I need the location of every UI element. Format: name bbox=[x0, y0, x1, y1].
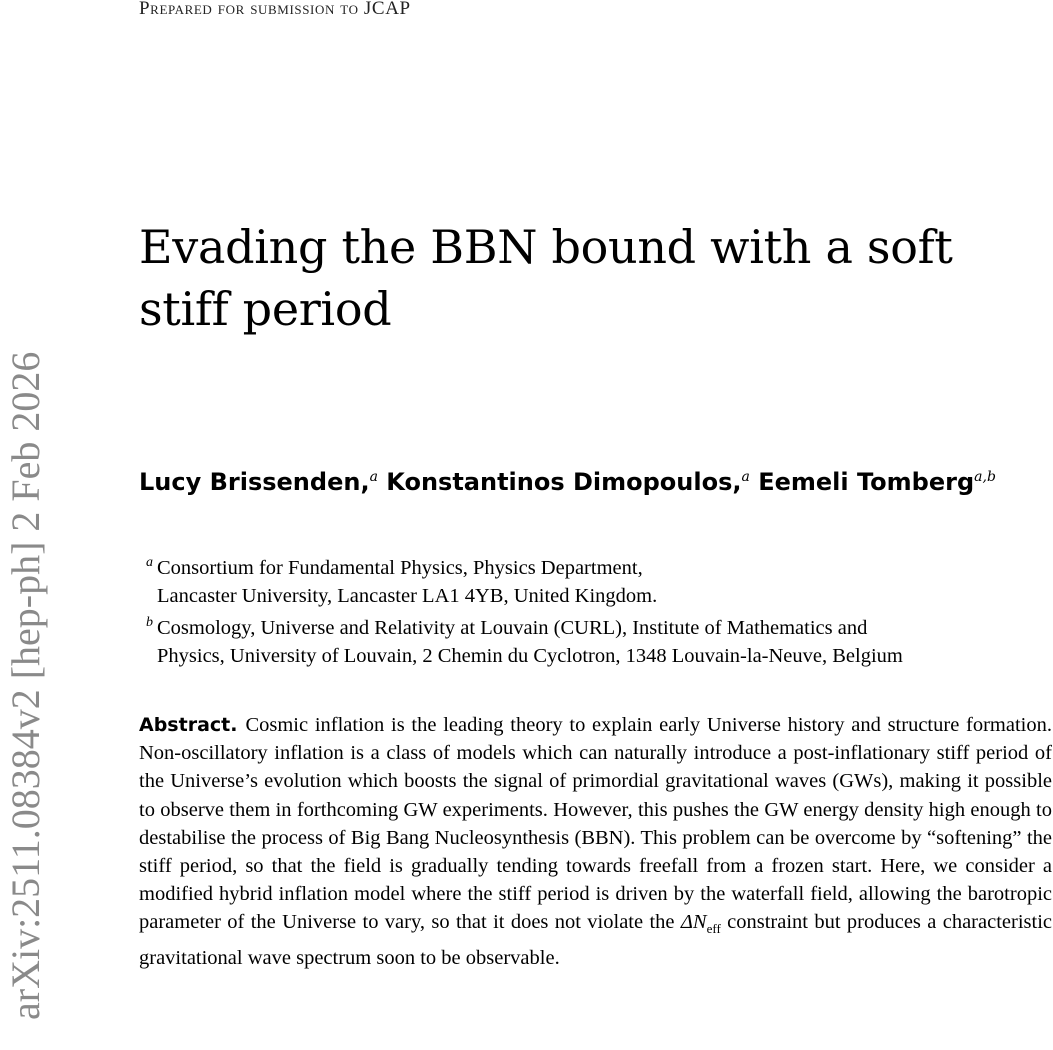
affiliation-line: Lancaster University, Lancaster LA1 4YB, United Kingdom. bbox=[157, 585, 658, 607]
paper-title bbox=[139, 216, 1039, 340]
author-name: Konstantinos Dimopoulos, bbox=[386, 468, 742, 496]
affiliation-line: Consortium for Fundamental Physics, Physics Department, bbox=[157, 557, 643, 579]
title-line-2: stiff period bbox=[139, 282, 392, 336]
title-line-1: Evading the BBN bound with a soft bbox=[139, 220, 953, 274]
arxiv-identifier[interactable]: arXiv:2511.08384v2 [hep-ph] 2 Feb 2026 bbox=[3, 351, 48, 1020]
affiliation-mark: b bbox=[146, 615, 153, 630]
submission-note: Prepared for submission to JCAP bbox=[139, 0, 411, 19]
affiliation-mark: a bbox=[146, 555, 153, 570]
affiliation-line: Cosmology, Universe and Relativity at Louvain (CURL), Institute of Mathematics and bbox=[157, 617, 868, 639]
affiliation-a bbox=[146, 554, 1053, 610]
author-affiliation-mark: a bbox=[741, 469, 750, 485]
abstract-text-end: constraint but produces a characteristic gravitational wave spectrum soon to be observable. bbox=[139, 911, 1052, 969]
abstract bbox=[139, 711, 1052, 972]
abstract-text: Cosmic inflation is the leading theory to explain early Universe history and structure formation. Non-oscillatory inflation is a class of models which can naturally introduce a post-inflationary stiff period of the Universe’s evolution which boosts the signal of primordial gravitational waves (GWs), making it possible to observe them in forthcoming GW experiments. However, this pushes the GW energy density high enough to destabilise the process of Big Bang Nucleosynthesis (BBN). This problem can be overcome by “softening” the stiff period, so that the field is gradually tending towards freefall from a frozen start. Here, we consider a modified hybrid inflation model where the stiff period is driven by the waterfall field, allowing the barotropic parameter of the Universe to vary, so that it does not violate the bbox=[139, 714, 1052, 934]
affiliation-b bbox=[146, 614, 1053, 670]
abstract-label: Abstract. bbox=[139, 714, 238, 736]
author-affiliation-mark: a bbox=[369, 469, 378, 485]
author-affiliation-mark: a,b bbox=[974, 469, 996, 485]
abstract-math bbox=[680, 911, 721, 937]
author-list bbox=[139, 466, 1039, 499]
delta-n-symbol: ΔN bbox=[680, 911, 707, 934]
affiliation-line: Physics, University of Louvain, 2 Chemin du Cyclotron, 1348 Louvain-la-Neuve, Belgium bbox=[157, 645, 903, 667]
author-name: Eemeli Tomberg bbox=[758, 468, 975, 496]
author-name: Lucy Brissenden, bbox=[139, 468, 370, 496]
delta-n-subscript: eff bbox=[706, 921, 721, 937]
